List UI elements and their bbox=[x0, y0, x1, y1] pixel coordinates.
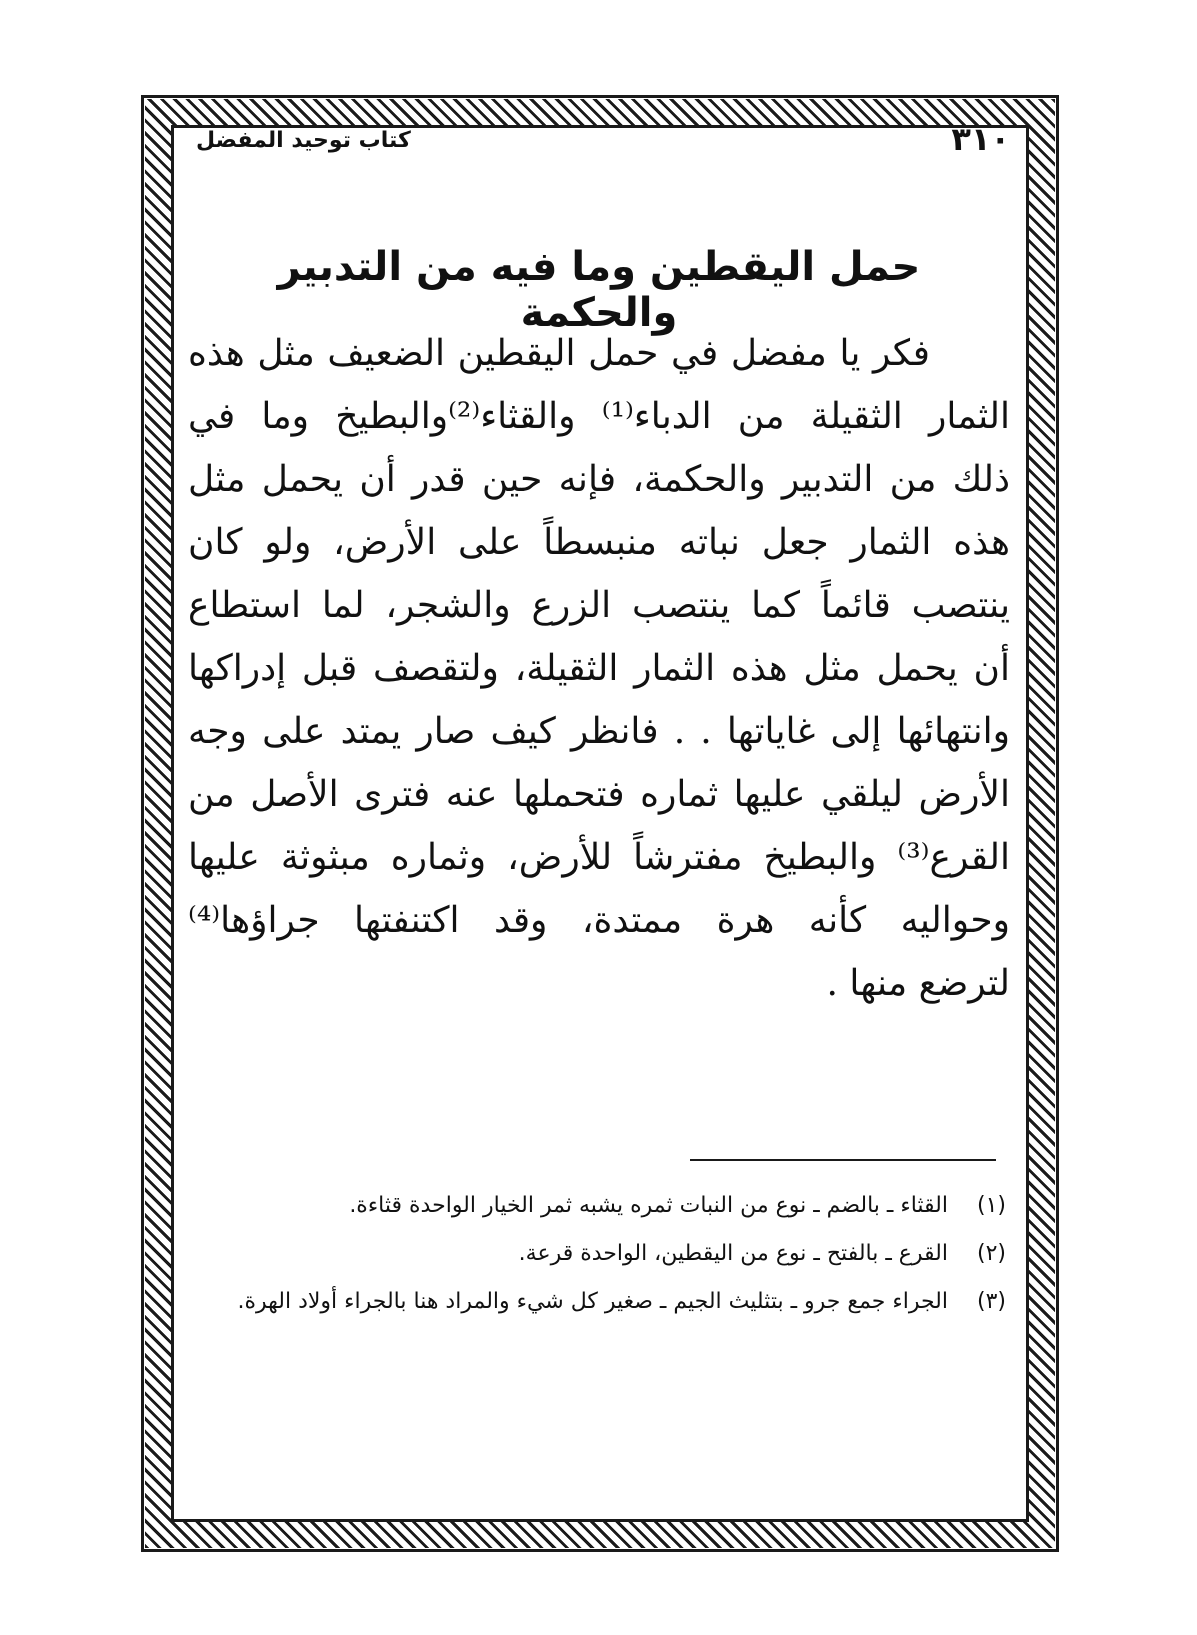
footnote-text: الجراء جمع جرو ـ بتثليث الجيم ـ صغير كل شيء والمراد هنا بالجراء أولاد الهرة. bbox=[237, 1289, 948, 1314]
footnote-text: القثاء ـ بالضم ـ نوع من النبات ثمره يشبه ثمر الخيار الواحدة قثاءة. bbox=[349, 1193, 948, 1218]
body-line: لترضع منها . bbox=[826, 963, 1010, 1004]
footnotes bbox=[192, 1184, 1006, 1328]
running-header-title: كتاب توحيد المفضل bbox=[196, 128, 411, 153]
body-line: ينتصب قائماً كما ينتصب الزرع والشجر، لما استطاع bbox=[188, 585, 1010, 626]
body-line: الثمار الثقيلة من الدباء⁽¹⁾ والقثاء⁽²⁾والبطيخ وما في bbox=[188, 396, 1010, 437]
footnote bbox=[192, 1232, 1006, 1276]
body-line: وانتهائها إلى غاياتها . . فانظر كيف صار يمتد على وجه bbox=[188, 711, 1010, 752]
footnote-number: (٣) bbox=[976, 1289, 1006, 1314]
section-heading: حمل اليقطين وما فيه من التدبير والحكمة bbox=[277, 244, 921, 336]
footnote bbox=[192, 1184, 1006, 1228]
body-line: الأرض ليلقي عليها ثماره فتحملها عنه فترى الأصل من bbox=[188, 774, 1010, 815]
body-paragraph bbox=[188, 322, 1010, 1015]
body-line: هذه الثمار جعل نباته منبسطاً على الأرض، ولو كان bbox=[188, 522, 1010, 563]
body-line: القرع⁽³⁾ والبطيخ مفترشاً للأرض، وثماره مبثوثة عليها bbox=[188, 837, 1010, 878]
footnote-number: (٢) bbox=[976, 1241, 1006, 1266]
body-line: فكر يا مفضل في حمل اليقطين الضعيف مثل هذه bbox=[188, 333, 930, 374]
body-line: ذلك من التدبير والحكمة، فإنه حين قدر أن يحمل مثل bbox=[188, 459, 1010, 500]
page-number: ٣١٠ bbox=[951, 120, 1010, 158]
body-line: أن يحمل مثل هذه الثمار الثقيلة، ولتقصف قبل إدراكها bbox=[188, 648, 1010, 689]
body-line: وحواليه كأنه هرة ممتدة، وقد اكتنفتها جراؤها⁽⁴⁾ bbox=[188, 900, 1010, 941]
footnote-number: (١) bbox=[976, 1193, 1006, 1218]
footnote bbox=[192, 1280, 1006, 1324]
footnote-separator bbox=[690, 1159, 996, 1161]
footnote-text: القرع ـ بالفتح ـ نوع من اليقطين، الواحدة قرعة. bbox=[518, 1241, 948, 1266]
